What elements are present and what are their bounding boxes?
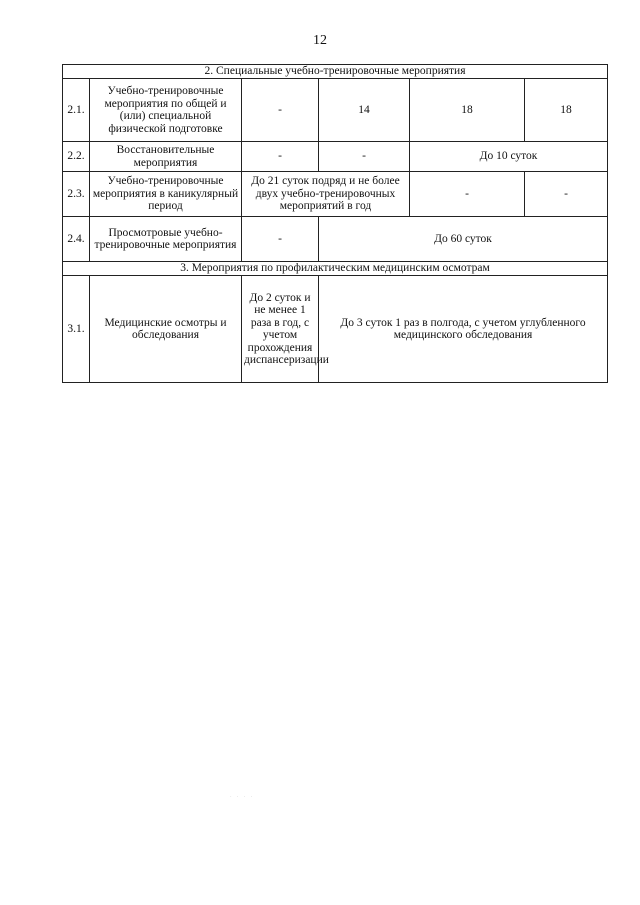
table-cell: - [242,79,319,142]
training-schedule-table [62,64,608,383]
row-number: 2.4. [63,217,90,262]
table-row [63,142,608,172]
table-cell: До 21 суток подряд и не более двух учебно-тренировочных мероприятий в год [242,172,410,217]
activity-name: Учебно-тренировочные мероприятия в каникулярный период [90,172,242,217]
table-cell: - [319,142,410,172]
table-row [63,172,608,217]
table-cell: - [410,172,525,217]
table-cell: 18 [525,79,608,142]
table-cell: До 3 суток 1 раз в полгода, с учетом углубленного медицинского обследования [319,276,608,383]
table-row [63,276,608,383]
activity-name: Учебно-тренировочные мероприятия по общей и (или) специальной физической подготовке [90,79,242,142]
activity-name: Восстановительные мероприятия [90,142,242,172]
activity-name: Медицинские осмотры и обследования [90,276,242,383]
page-number: 12 [313,33,327,48]
row-number: 2.3. [63,172,90,217]
table-cell: - [242,142,319,172]
table-cell: 18 [410,79,525,142]
table-cell: До 10 суток [410,142,608,172]
activity-name: Просмотровые учебно-тренировочные мероприятия [90,217,242,262]
table-cell: До 2 суток и не менее 1 раза в год, с учетом прохождения диспансеризации [242,276,319,383]
table-cell: 14 [319,79,410,142]
scan-artifact: · · · · [230,795,255,800]
section-header-row [63,65,608,79]
section-title: 2. Специальные учебно-тренировочные мероприятия [63,65,608,79]
table-row [63,217,608,262]
table-cell: - [525,172,608,217]
row-number: 3.1. [63,276,90,383]
table-cell: До 60 суток [319,217,608,262]
row-number: 2.1. [63,79,90,142]
section-title: 3. Мероприятия по профилактическим медицинским осмотрам [63,262,608,276]
table-cell: - [242,217,319,262]
row-number: 2.2. [63,142,90,172]
table-row [63,79,608,142]
section-header-row [63,262,608,276]
